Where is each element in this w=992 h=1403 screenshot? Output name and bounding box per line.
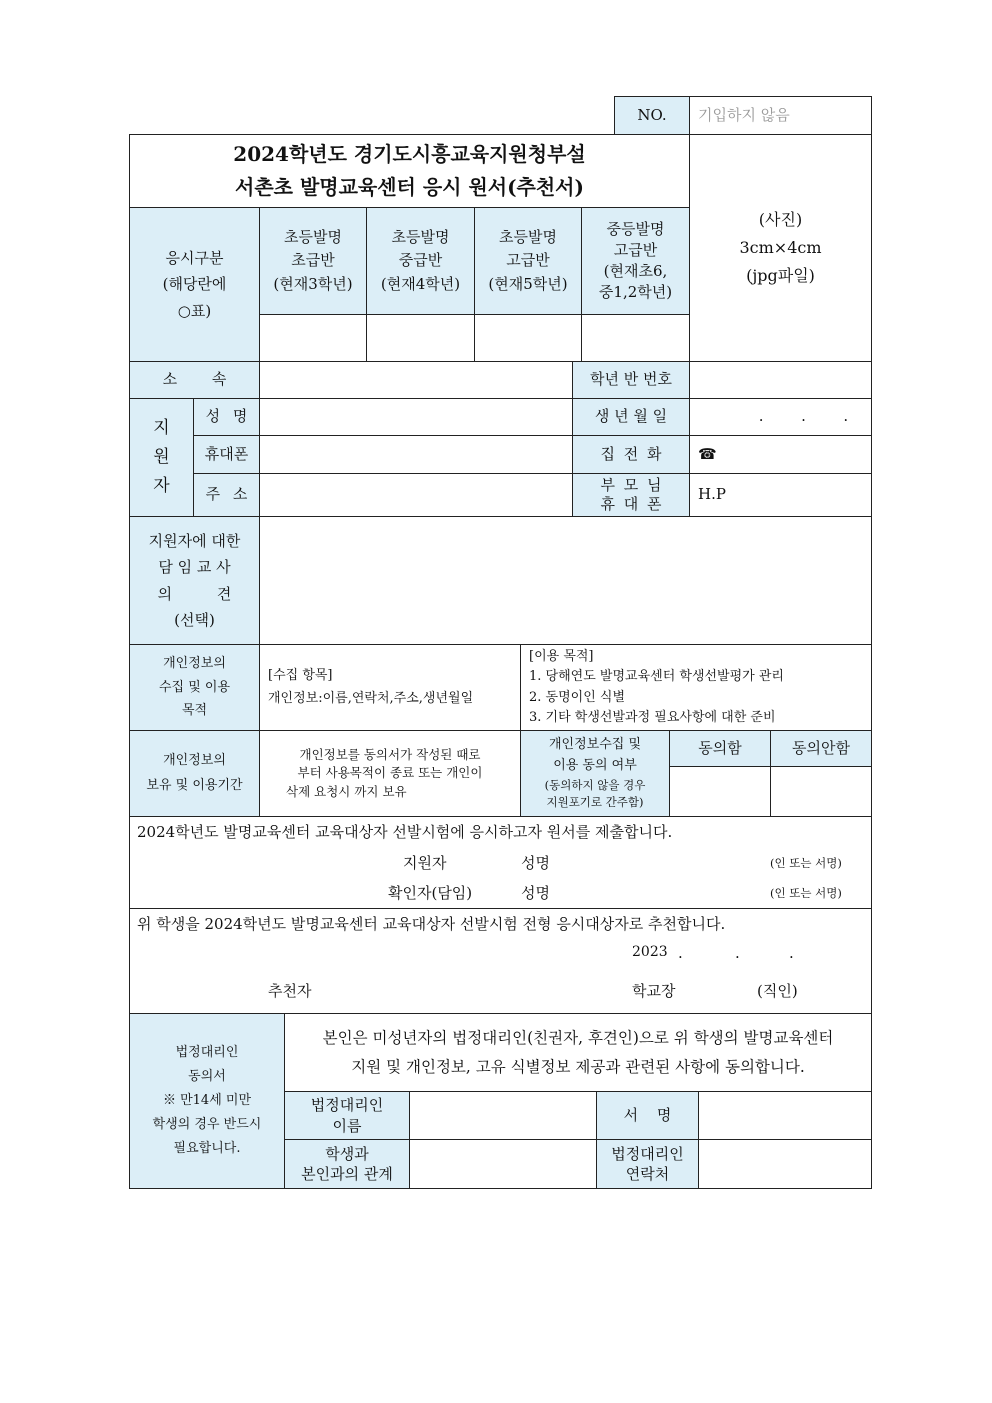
legal-consent-line-2: 지원 및 개인정보, 고유 식별정보 제공과 관련된 사항에 동의합니다. <box>351 1057 805 1076</box>
no-label: NO. <box>614 96 690 135</box>
category-option-header <box>366 207 475 315</box>
consent-line-4: 지원포기로 간주함) <box>546 795 644 810</box>
consent-line-1: 개인정보수집 및 <box>548 737 642 753</box>
privacy-collect-label <box>129 644 260 731</box>
declaration-statement: 2024학년도 발명교육센터 교육대상자 선발시험에 응시하고자 원서를 제출합니다. <box>137 823 673 841</box>
applicant-char-2: 원 <box>153 447 170 468</box>
name-field[interactable] <box>259 398 573 436</box>
category-label-2: (해당란에 <box>162 275 227 294</box>
option-3-line2: 고급반 <box>506 251 550 270</box>
legal-rep-label-4: 학생의 경우 반드시 <box>152 1117 262 1133</box>
option-2-line3: (현재4학년) <box>380 274 461 293</box>
legal-rep-contact-label <box>596 1139 699 1189</box>
teacher-opinion-field[interactable] <box>259 516 872 645</box>
collected-items-title: [수집 항목] <box>268 667 333 683</box>
category-label <box>129 207 260 362</box>
legal-rep-name-label-1: 법정대리인 <box>310 1096 384 1115</box>
consent-line-3: (동의하지 않을 경우 <box>544 778 646 793</box>
legal-rep-label-5: 필요합니다. <box>173 1141 241 1157</box>
birthdate-label: 생 년 월 일 <box>572 398 690 436</box>
option-4-line2: 고급반 <box>613 241 658 259</box>
affiliation-label: 소 속 <box>129 361 260 399</box>
no-field[interactable]: 기입하지 않음 <box>689 96 872 135</box>
category-mark-cell[interactable] <box>474 314 582 362</box>
legal-rep-label <box>129 1013 285 1189</box>
grade-class-number-label: 학년 반 번호 <box>572 361 690 399</box>
option-4-line3: (현재초6, <box>603 262 668 280</box>
category-mark-cell[interactable] <box>366 314 475 362</box>
photo-label-3: (jpg파일) <box>746 266 815 285</box>
applicant-sign-label: 지원자 <box>403 854 447 872</box>
purpose-item: 1. 당해연도 발명교육센터 학생선발평가 관리 <box>529 669 784 685</box>
relation-label-1: 학생과 <box>325 1144 369 1163</box>
recommendation-date-year[interactable]: 2023 <box>632 944 668 960</box>
applicant-sign-hint[interactable]: (인 또는 서명) <box>770 856 842 870</box>
applicant-char-1: 지 <box>153 418 170 439</box>
birth-dot: . <box>843 407 849 426</box>
birth-dot: . <box>801 407 806 426</box>
retention-line-2: 부터 사용목적이 종료 또는 개인이 <box>297 765 483 781</box>
option-2-line1: 초등발명 <box>391 228 450 247</box>
legal-rep-contact-label-2: 연락처 <box>625 1165 670 1183</box>
legal-rep-contact-field[interactable] <box>698 1139 872 1189</box>
legal-rep-label-3: ※ 만14세 미만 <box>162 1092 252 1108</box>
principal-label: 학교장 <box>632 982 676 1000</box>
legal-rep-name-label <box>284 1091 410 1140</box>
option-1-line1: 초등발명 <box>284 228 342 247</box>
applicant-group-label <box>129 398 194 517</box>
confirmer-name-label: 성명 <box>521 884 550 902</box>
signature-field[interactable] <box>698 1091 872 1140</box>
address-label: 주 소 <box>193 473 260 517</box>
privacy-retain-label-1: 개인정보의 <box>163 752 226 768</box>
legal-rep-consent <box>284 1013 872 1092</box>
privacy-collect-label-2: 수집 및 이용 <box>158 679 231 695</box>
option-4-line4: 중1,2학년) <box>598 283 673 301</box>
relation-label-2: 본인과의 관계 <box>301 1165 393 1183</box>
title-line-1: 2024학년도 경기도시흥교육지원청부설 <box>233 142 586 166</box>
collected-items <box>259 644 521 731</box>
relation-field[interactable] <box>409 1139 597 1189</box>
category-mark-cell[interactable] <box>259 314 367 362</box>
mobile-label: 휴대폰 <box>193 435 260 474</box>
parent-phone-label-1: 부 모 님 <box>600 475 662 494</box>
official-seal[interactable]: (직인) <box>757 982 798 1000</box>
name-label: 성 명 <box>193 398 260 436</box>
relation-label <box>284 1139 410 1189</box>
option-1-line3: (현재3학년) <box>273 274 353 293</box>
photo-box[interactable] <box>689 134 872 362</box>
privacy-collect-label-1: 개인정보의 <box>163 656 226 672</box>
category-label-1: 응시구분 <box>165 249 224 268</box>
privacy-retain-label-2: 보유 및 이용기간 <box>146 777 243 793</box>
phone-icon: ☎ <box>698 444 717 463</box>
disagree-header: 동의안함 <box>770 730 872 767</box>
category-label-3: ○표) <box>177 301 212 320</box>
legal-rep-name-label-2: 이름 <box>332 1116 362 1135</box>
date-dot: . <box>735 944 740 962</box>
category-option-header <box>581 207 690 315</box>
category-mark-cell[interactable] <box>581 314 690 362</box>
option-1-line2: 초급반 <box>291 251 335 270</box>
category-option-header <box>474 207 582 315</box>
home-phone-field[interactable] <box>689 435 872 474</box>
applicant-name-label: 성명 <box>521 854 550 872</box>
home-phone-label: 집 전 화 <box>572 435 690 474</box>
usage-purpose <box>520 644 872 731</box>
recommender-label: 추천자 <box>268 982 312 1000</box>
privacy-retain-label <box>129 730 260 817</box>
legal-rep-label-2: 동의서 <box>188 1068 226 1084</box>
privacy-collect-label-3: 목적 <box>181 703 208 719</box>
option-2-line2: 중급반 <box>398 251 443 270</box>
photo-label-1: (사진) <box>758 210 803 229</box>
teacher-opinion-1: 지원자에 대한 <box>148 532 241 550</box>
teacher-opinion-label <box>129 516 260 645</box>
birthdate-field[interactable] <box>689 398 872 436</box>
option-3-line3: (현재5학년) <box>488 274 568 293</box>
retention-line-1: 개인정보를 동의서가 작성된 때로 <box>299 747 481 763</box>
teacher-opinion-2: 담 임 교 사 <box>158 558 231 577</box>
confirmer-sign-label: 확인자(담임) <box>388 884 473 902</box>
purpose-item: 3. 기타 학생선발과정 필요사항에 대한 준비 <box>529 709 776 725</box>
option-3-line1: 초등발명 <box>499 228 557 247</box>
category-option-header <box>259 207 367 315</box>
birth-dot: . <box>758 407 764 426</box>
recommendation-statement: 위 학생을 2024학년도 발명교육센터 교육대상자 선발시험 전형 응시대상자로 추천합니다. <box>137 915 726 933</box>
agree-header: 동의함 <box>669 730 771 767</box>
parent-phone-label <box>572 473 690 517</box>
purpose-title: [이용 목적] <box>529 649 594 665</box>
parent-phone-label-2: 휴 대 폰 <box>600 495 662 513</box>
parent-phone-field[interactable]: H.P <box>689 473 872 517</box>
date-dot: . <box>678 944 683 962</box>
applicant-char-3: 자 <box>153 475 170 496</box>
confirmer-sign-hint[interactable]: (인 또는 서명) <box>770 886 842 900</box>
legal-consent-line-1: 본인은 미성년자의 법정대리인(친권자, 후견인)으로 위 학생의 발명교육센터 <box>322 1028 834 1047</box>
retention-line-3: 삭제 요청시 까지 보유 <box>286 783 407 799</box>
legal-rep-label-1: 법정대리인 <box>175 1044 239 1060</box>
collected-items-value: 개인정보:이름,연락처,주소,생년월일 <box>268 690 474 706</box>
consent-line-2: 이용 동의 여부 <box>553 758 637 774</box>
form-title <box>129 134 690 208</box>
teacher-opinion-3: 의 견 <box>157 584 232 603</box>
disagree-checkbox[interactable] <box>770 766 872 817</box>
retention-period <box>259 730 521 817</box>
signature-label: 서 명 <box>596 1091 699 1140</box>
mobile-field[interactable] <box>259 435 573 474</box>
legal-rep-contact-label-1: 법정대리인 <box>611 1144 684 1163</box>
address-field[interactable] <box>259 473 573 517</box>
title-line-2: 서촌초 발명교육센터 응시 원서(추천서) <box>235 175 584 199</box>
legal-rep-name-field[interactable] <box>409 1091 597 1140</box>
date-dot: . <box>789 944 794 962</box>
grade-class-number-field[interactable] <box>689 361 872 399</box>
photo-label-2: 3cm×4cm <box>739 238 822 257</box>
purpose-item: 2. 동명이인 식별 <box>529 689 626 705</box>
agree-checkbox[interactable] <box>669 766 771 817</box>
teacher-opinion-4: (선택) <box>174 610 215 629</box>
consent-question <box>520 730 670 817</box>
affiliation-field[interactable] <box>259 361 573 399</box>
option-4-line1: 중등발명 <box>606 220 665 238</box>
